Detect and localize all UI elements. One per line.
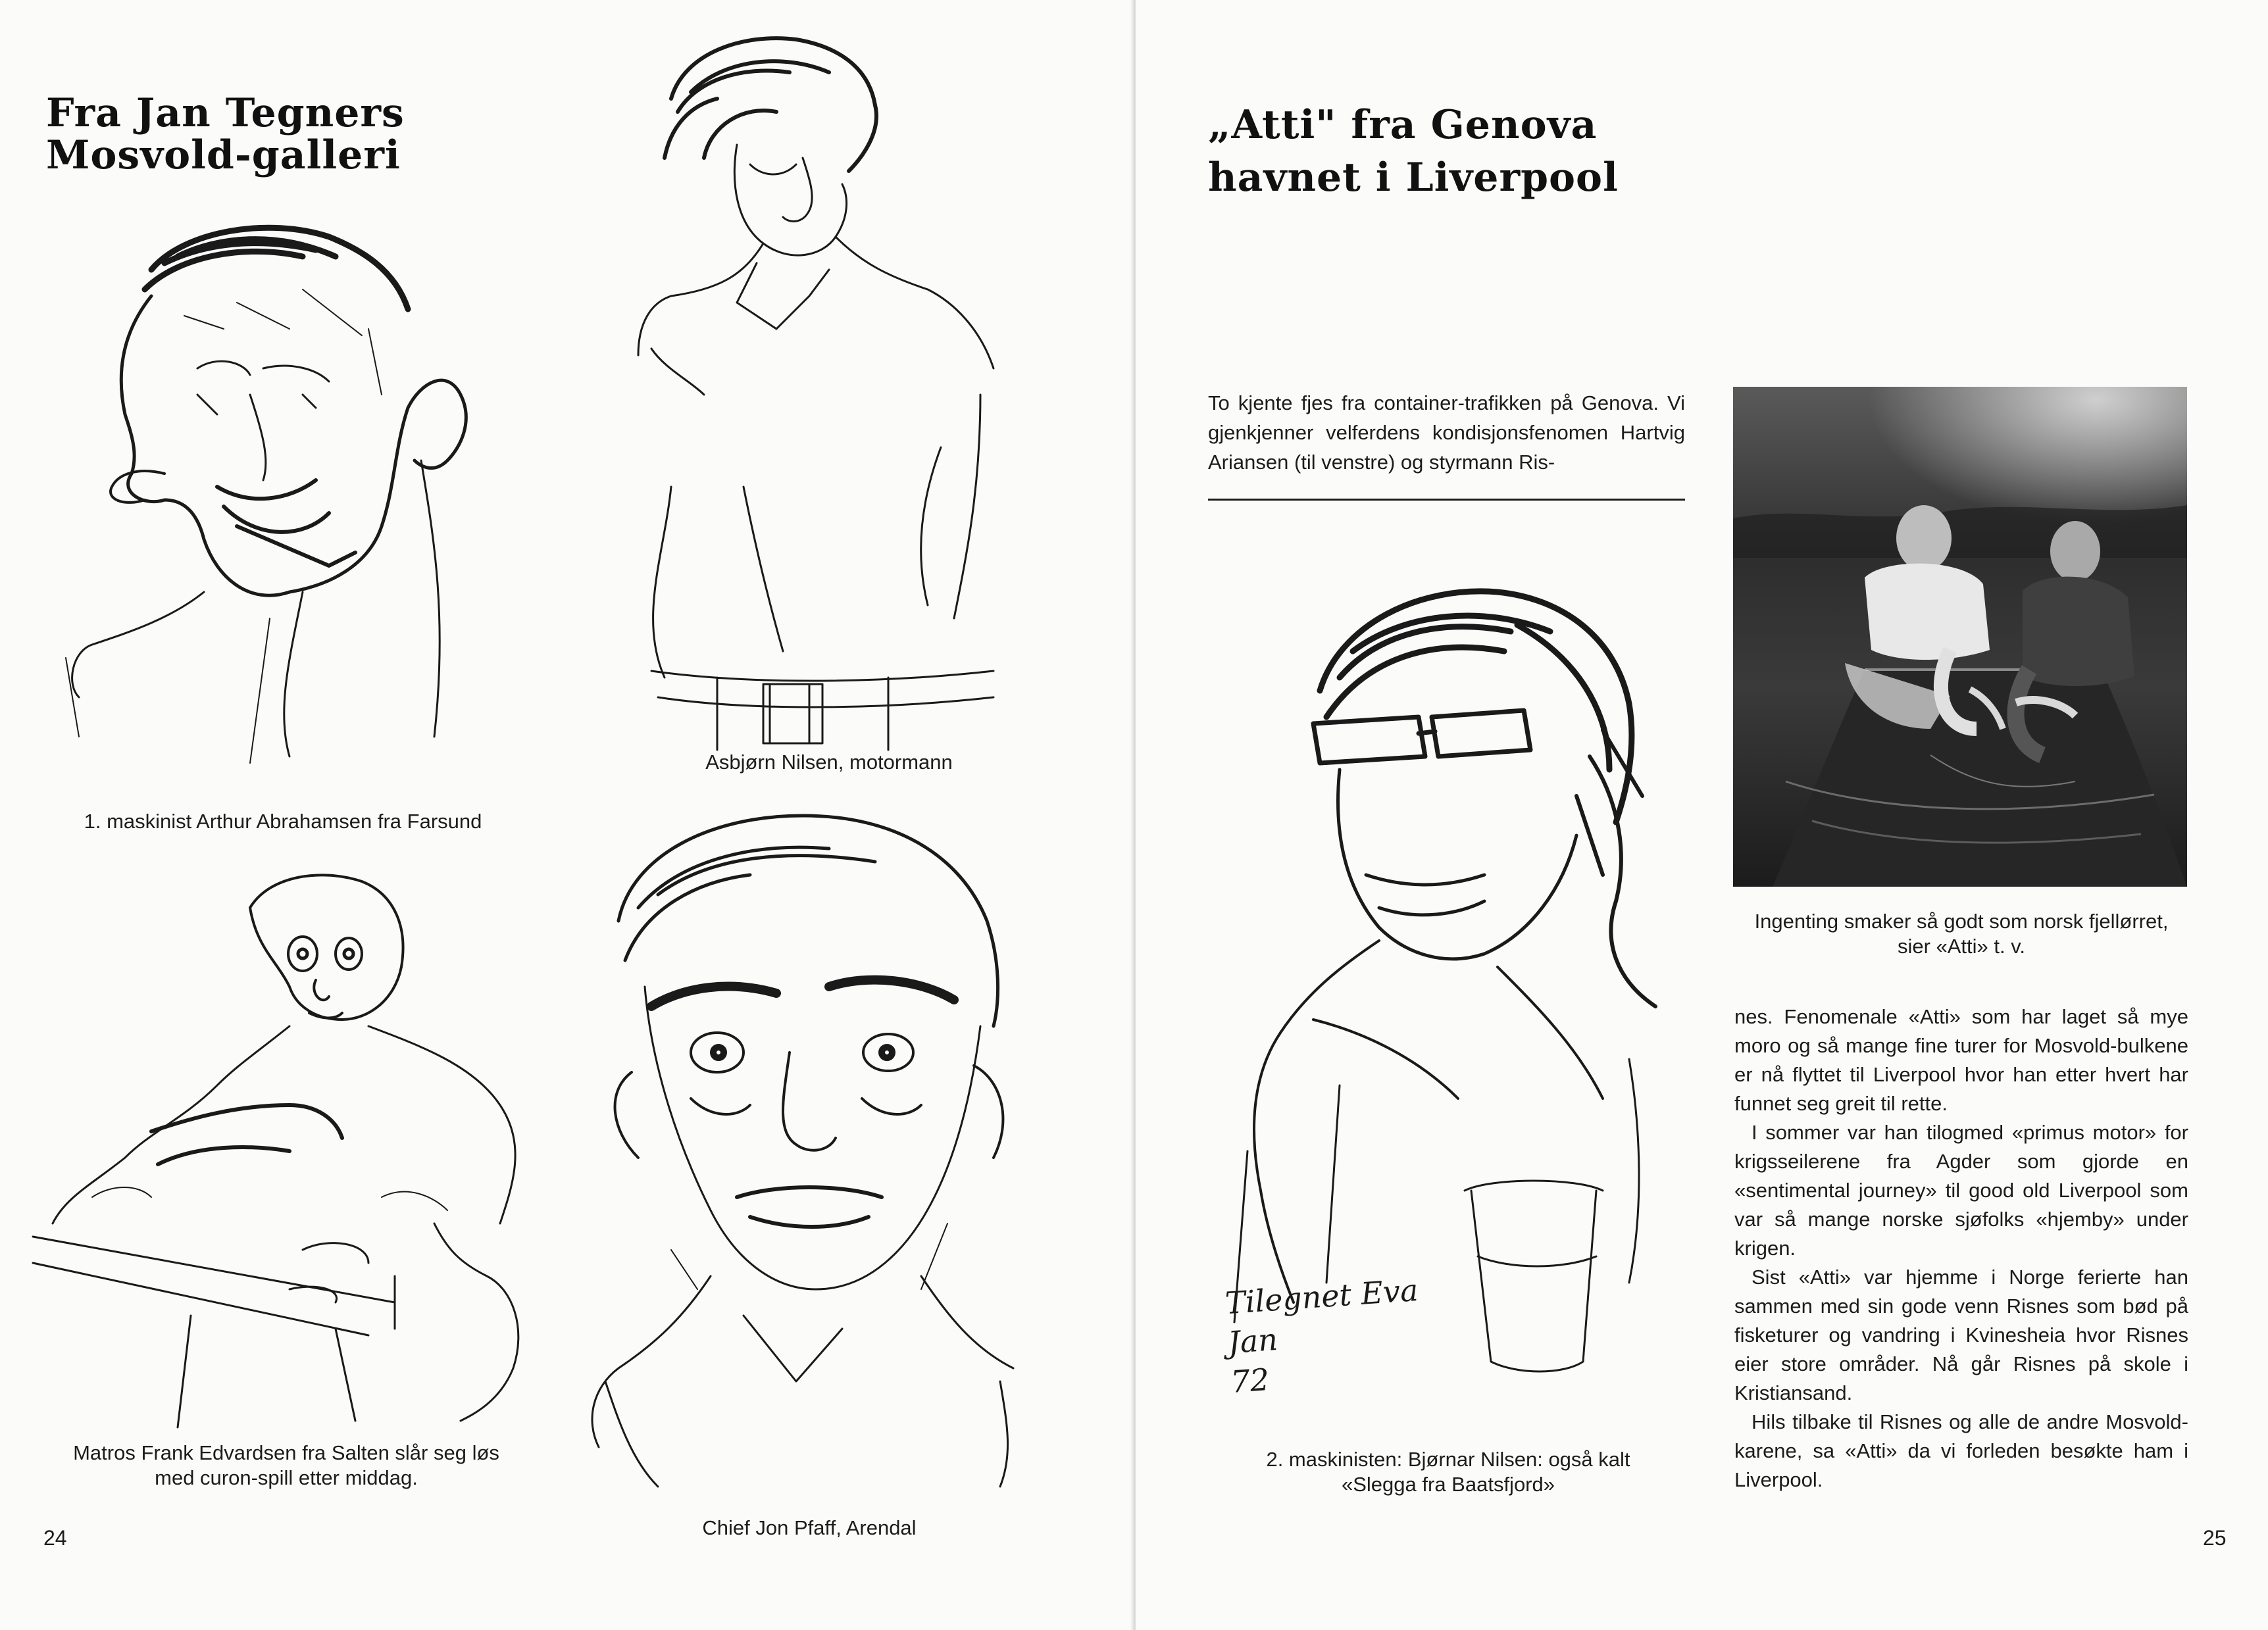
fishing-photograph <box>1733 387 2187 887</box>
page-number-left: 24 <box>43 1526 67 1550</box>
right-page <box>1136 0 2268 1630</box>
caption-jon: Chief Jon Pfaff, Arendal <box>702 1516 917 1539</box>
page-number-right: 25 <box>2203 1526 2227 1550</box>
divider-rule <box>1208 499 1685 501</box>
right-page-title: „Atti" fra Genova havnet i Liverpool <box>1208 102 1619 201</box>
caption-photo: Ingenting smaker så godt som norsk fjellørret, sier «Atti» t. v. <box>1754 910 2169 958</box>
caption-arthur: 1. maskinist Arthur Abrahamsen fra Farsund <box>84 810 482 833</box>
left-page <box>0 0 1133 1630</box>
article-body <box>1734 1002 2188 1494</box>
body-paragraph: Sist «Atti» var hjemme i Norge ferierte han sammen med sin gode venn Risnes som bød på fisketurer og vandring i Kvinesheia hvor Risnes eier store områder. Nå går Risnes på skole i Kristiansand. <box>1734 1266 2188 1404</box>
body-paragraph: Hils tilbake til Risnes og alle de andre Mosvold-karene, sa «Atti» da vi forleden besøkte ham i Liverpool. <box>1734 1410 2188 1491</box>
left-page-title: Fra Jan Tegners Mosvold-galleri <box>46 90 405 178</box>
body-paragraph: nes. Fenomenale «Atti» som har laget så mye moro og så mange fine turer for Mosvold-bulkene er nå flyttet til Liverpool hvor han etter hvert har funnet seg greit til rette. <box>1734 1005 2188 1115</box>
sketch-asbjorn-nilsen <box>612 26 1020 756</box>
caption-asbjorn: Asbjørn Nilsen, motormann <box>705 751 953 774</box>
intro-text: To kjente fjes fra container-trafikken på Genova. Vi gjenkjenner velferdens kondisjonsfenomen Hartvig Ariansen (til venstre) og styrmann Ris- <box>1208 391 1685 474</box>
sketch-frank-edvardsen <box>26 855 540 1434</box>
body-paragraph: I sommer var han tilogmed «primus motor» for krigsseilerene fra Agder som gjorde en «sentimental journey» til good old Liverpool som var så mange norske sjøfolks «hjemby» under krigen. <box>1734 1121 2188 1260</box>
caption-bjornar: 2. maskinisten: Bjørnar Nilsen: også kalt «Slegga fra Baatsfjord» <box>1266 1448 1630 1496</box>
sketch-arthur-abrahamsen <box>53 197 513 789</box>
caption-frank: Matros Frank Edvardsen fra Salten slår seg løs med curon-spill etter middag. <box>73 1441 499 1489</box>
sketch-signature: Tilegnet Eva Jan 72 <box>1224 1272 1420 1400</box>
sketch-jon-pfaff <box>579 789 1053 1500</box>
